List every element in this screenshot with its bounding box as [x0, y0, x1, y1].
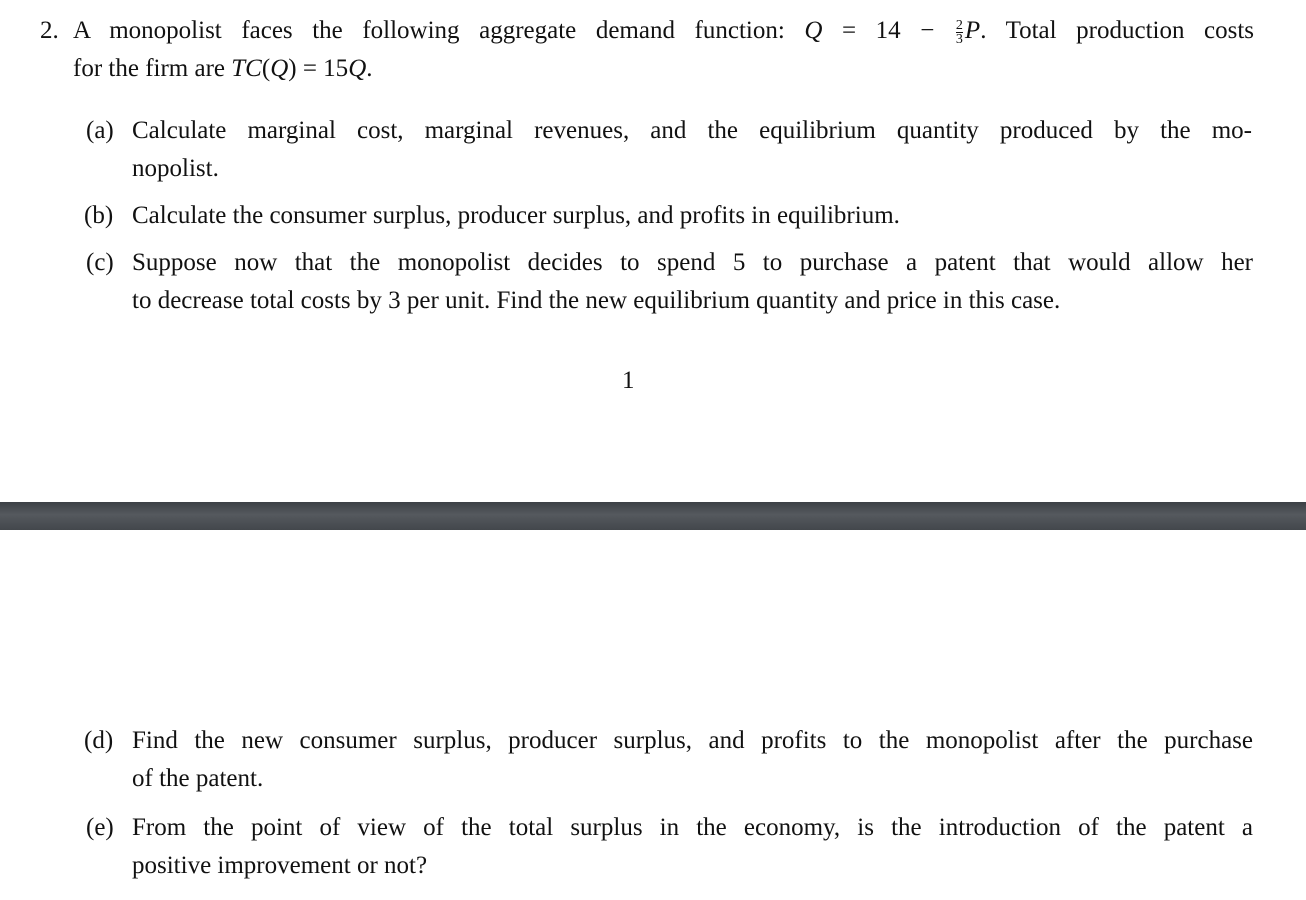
part-c-label: (c)	[86, 249, 114, 276]
frac-den: 3	[955, 31, 963, 47]
stem-line2-pre: for the firm are	[73, 55, 232, 82]
part-d-line-2: of the patent.	[132, 765, 264, 792]
var-q-cost: Q	[348, 55, 367, 82]
page-bottom	[0, 530, 1306, 900]
stem-after: . Total production costs	[980, 17, 1255, 44]
page-divider	[0, 502, 1306, 530]
paren-close: ) = 15	[288, 55, 349, 82]
part-e-line-2: positive improvement or not?	[132, 852, 428, 879]
stem-text: A monopolist faces the following aggregate demand function:	[73, 17, 785, 44]
part-a-line-1: Calculate marginal cost, marginal revenues, and the equilibrium quantity produced by the mo-	[132, 117, 1252, 144]
paren-open: (	[261, 55, 271, 82]
part-a-label: (a)	[86, 117, 114, 144]
part-d-label: (d)	[84, 727, 114, 754]
var-q-arg: Q	[270, 55, 289, 82]
problem-stem-line-2	[73, 54, 373, 84]
part-e-label: (e)	[86, 814, 114, 841]
part-d-line-1: Find the new consumer surplus, producer surplus, and profits to the monopolist after the purchase	[132, 727, 1253, 754]
fraction	[956, 19, 963, 46]
part-c-line-1: Suppose now that the monopolist decides to spend 5 to purchase a patent that would allow her	[132, 249, 1253, 276]
part-e-line-1: From the point of view of the total surplus in the economy, is the introduction of the patent a	[132, 814, 1253, 841]
problem-number: 2.	[40, 17, 59, 44]
var-q: Q	[804, 17, 823, 44]
part-b-label: (b)	[84, 202, 114, 229]
demand-equation	[804, 17, 1255, 47]
stem-line2-end: .	[366, 55, 373, 82]
part-c-line-2: to decrease total costs by 3 per unit. Find the new equilibrium quantity and price in this case.	[132, 287, 1061, 314]
part-a-line-2: nopolist.	[132, 155, 219, 182]
frac-num: 2	[955, 17, 963, 33]
var-tc: TC	[231, 55, 262, 82]
eq-mid: = 14 −	[822, 17, 954, 44]
page-number: 1	[622, 367, 635, 394]
var-p: P	[964, 17, 981, 44]
part-b-line-1: Calculate the consumer surplus, producer surplus, and profits in equilibrium.	[132, 202, 900, 229]
problem-stem-line-1	[73, 16, 1254, 46]
